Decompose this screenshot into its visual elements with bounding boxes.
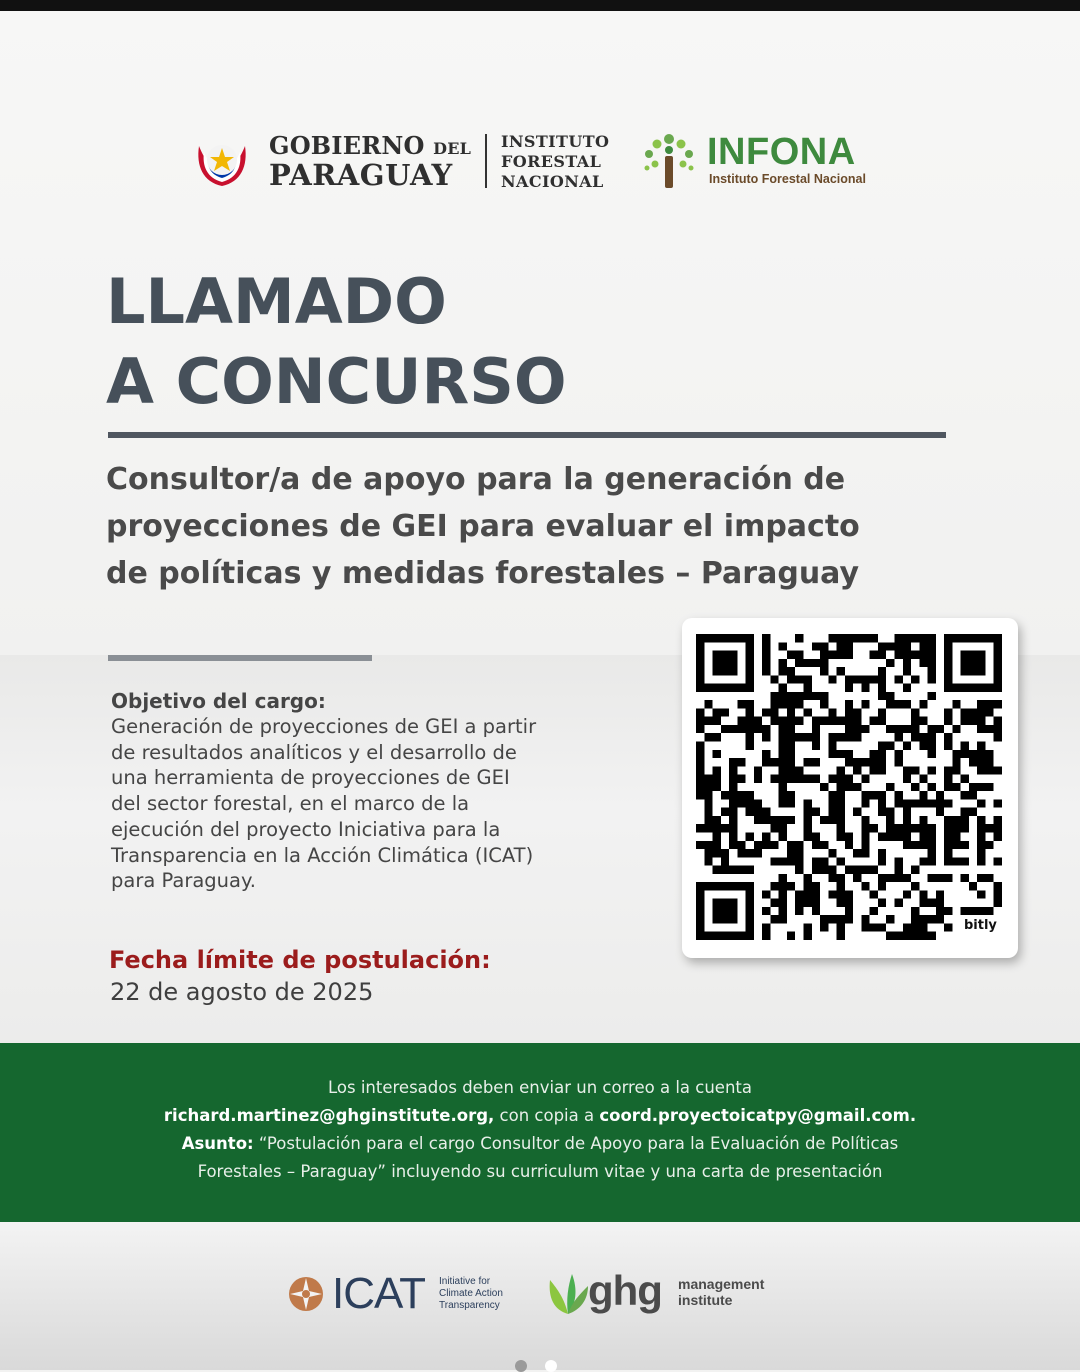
icat-logo <box>288 1268 528 1320</box>
copy-text: con copia a <box>499 1106 595 1125</box>
carousel-dot[interactable] <box>515 1360 527 1372</box>
gov-title-del: DEL <box>433 139 472 158</box>
gov-title <box>269 131 472 192</box>
icat-subtitle-line: Initiative for <box>439 1276 491 1287</box>
paraguay-seal-icon <box>193 132 251 190</box>
subject-text-line2: Forestales – Paraguay” incluyendo su curriculum vitae y una carta de presentación <box>197 1162 883 1181</box>
qr-code-icon[interactable] <box>696 634 1002 940</box>
institute-line: NACIONAL <box>501 172 604 191</box>
gobierno-paraguay-logo <box>193 130 613 192</box>
subject-line1 <box>0 1130 1080 1158</box>
institute-name <box>501 132 609 192</box>
logo-separator <box>485 134 487 188</box>
objective-line: ejecución del proyecto Iniciativa para la <box>111 817 501 841</box>
deadline-date: 22 de agosto de 2025 <box>110 978 374 1006</box>
position-title-line: de políticas y medidas forestales – Paraguay <box>106 556 860 591</box>
icat-subtitle-line: Climate Action <box>439 1288 503 1299</box>
qr-code-card[interactable] <box>682 618 1018 958</box>
infona-logo <box>643 130 893 192</box>
institute-line: FORESTAL <box>501 152 602 171</box>
ghg-subtitle-line: institute <box>678 1292 733 1308</box>
subject-label: Asunto: <box>181 1134 254 1153</box>
headline-divider <box>108 432 946 438</box>
position-title-line: Consultor/a de apoyo para la generación de <box>106 462 846 497</box>
subject-text-line1: “Postulación para el cargo Consultor de Apoyo para la Evaluación de Políticas <box>258 1134 899 1153</box>
top-bar <box>0 0 1080 11</box>
gov-title-line1: GOBIERNO <box>269 131 425 160</box>
contact-emails <box>0 1102 1080 1130</box>
headline <box>106 262 567 422</box>
deadline-label: Fecha límite de postulación: <box>109 946 491 974</box>
infona-subtitle: Instituto Forestal Nacional <box>709 172 866 186</box>
headline-line1: LLAMADO <box>106 265 447 338</box>
position-title <box>106 456 966 597</box>
contact-intro: Los interesados deben enviar un correo a la cuenta <box>328 1078 752 1097</box>
objective-title: Objetivo del cargo: <box>111 689 326 713</box>
institute-line: INSTITUTO <box>501 132 610 151</box>
ghg-subtitle-line: management <box>678 1276 765 1292</box>
carousel-dot-active[interactable] <box>545 1360 557 1372</box>
primary-email-link[interactable]: richard.martinez@ghginstitute.org, <box>163 1106 495 1125</box>
icat-subtitle-line: Transparency <box>439 1300 500 1311</box>
icat-name: ICAT <box>332 1269 425 1318</box>
footer-background <box>0 1222 1080 1370</box>
tree-icon <box>643 132 697 190</box>
contact-text <box>0 1074 1080 1186</box>
copy-email-link[interactable]: coord.proyectoicatpy@gmail.com. <box>599 1106 917 1125</box>
icat-mark-icon <box>288 1276 324 1312</box>
leaf-icon <box>546 1270 590 1316</box>
objective-body <box>111 714 671 894</box>
objective-line: de resultados analíticos y el desarrollo de <box>111 740 517 764</box>
carousel-dots[interactable] <box>515 1360 575 1370</box>
ghg-subtitle <box>678 1276 764 1308</box>
bitly-label: bitly <box>964 918 997 933</box>
objective-line: del sector forestal, en el marco de la <box>111 792 470 816</box>
objective-line: una herramienta de proyecciones de GEI <box>111 766 510 790</box>
gov-title-line2: PARAGUAY <box>269 158 453 192</box>
infona-name: INFONA <box>707 131 856 173</box>
icat-subtitle <box>439 1276 503 1312</box>
ghg-institute-logo <box>546 1266 796 1320</box>
ghg-name: ghg <box>588 1267 662 1314</box>
headline-line2: A CONCURSO <box>106 345 567 418</box>
objective-line: Generación de proyecciones de GEI a partir <box>111 715 537 738</box>
objective-line: Transparencia en la Acción Climática (ICAT) <box>111 843 534 867</box>
section-divider <box>108 655 372 661</box>
position-title-line: proyecciones de GEI para evaluar el impacto <box>106 509 860 544</box>
objective-line: para Paraguay. <box>111 869 256 893</box>
objective-section <box>111 688 671 894</box>
